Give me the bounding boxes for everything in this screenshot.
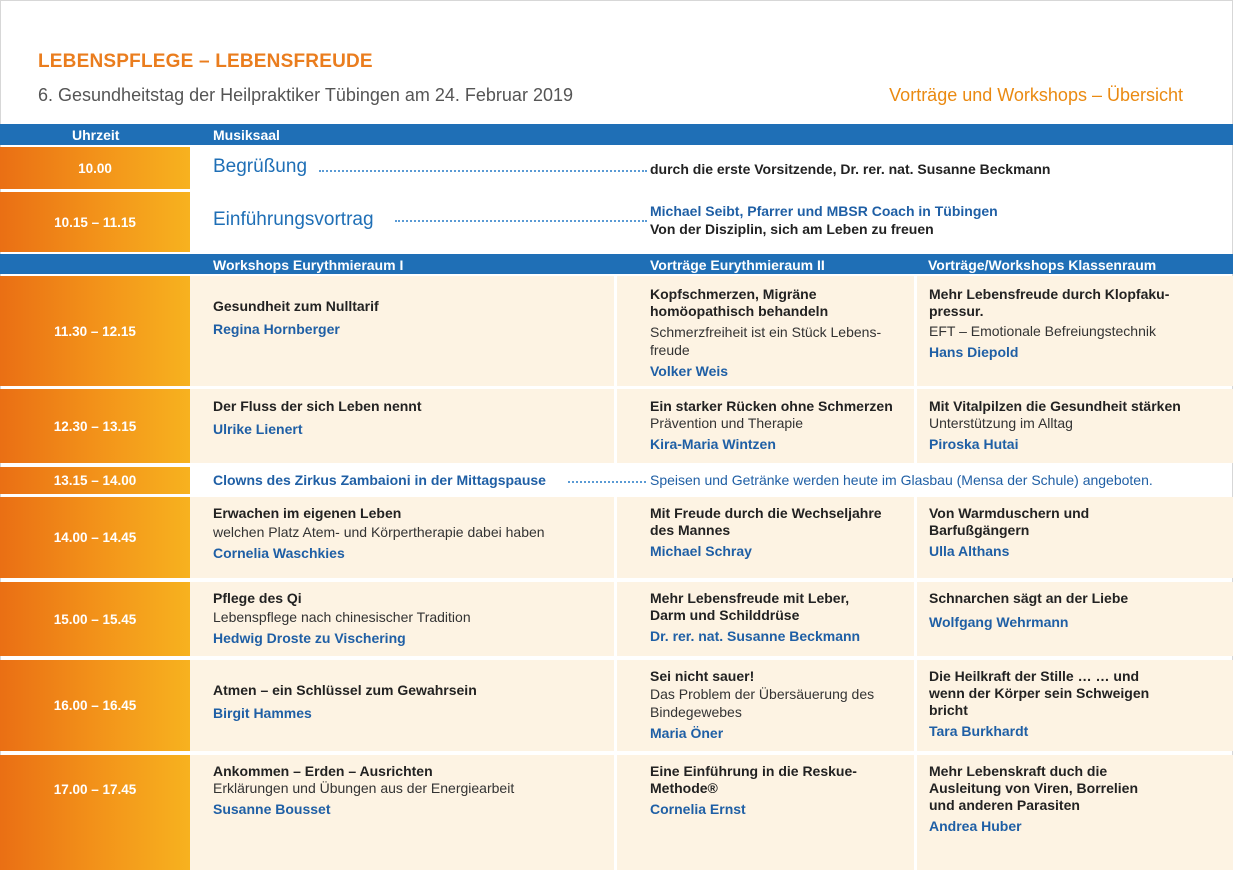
session-cell — [917, 660, 1233, 751]
session-speaker: Wolfgang Wehrmann — [929, 614, 1069, 630]
col-header-room1-label: Workshops Eurythmieraum I — [213, 257, 404, 273]
session-cell — [917, 389, 1233, 463]
overview-label: Vorträge und Workshops – Übersicht — [889, 85, 1183, 105]
page-subtitle: 6. Gesundheitstag der Heilpraktiker Tübingen am 24. Februar 2019 — [38, 85, 573, 105]
session-title: Mehr Lebenskraft duch die Ausleitung von Viren, Borrelien und anderen Parasiten — [929, 763, 1139, 813]
time-cell: 14.00 – 14.45 — [0, 497, 190, 578]
intro-text: Von der Disziplin, sich am Leben zu freuen — [650, 221, 934, 237]
session-title: Mehr Lebensfreude durch Klopfaku-pressur. — [929, 286, 1170, 319]
col-header-room3-label: Vorträge/Workshops Klassenraum — [928, 257, 1157, 273]
col-header-room1 — [190, 254, 614, 274]
session-speaker: Hans Diepold — [929, 344, 1019, 360]
session-title: Erwachen im eigenen Leben — [213, 505, 402, 521]
session-speaker: Ulrike Lienert — [213, 421, 303, 437]
intro-speaker: Michael Seibt, Pfarrer und MBSR Coach in Tübingen — [650, 203, 998, 219]
session-description: Lebenspflege nach chinesischer Tradition — [213, 609, 471, 625]
session-cell — [190, 660, 614, 751]
col-header-time: Uhrzeit — [72, 127, 120, 143]
session-description: Schmerzfreiheit ist ein Stück Lebens-freude — [650, 324, 882, 358]
session-cell — [617, 582, 914, 656]
session-title: Mehr Lebensfreude mit Leber, Darm und Schilddrüse — [650, 590, 850, 623]
intro-title: Begrüßung — [213, 156, 308, 177]
session-description: Erklärungen und Übungen aus der Energiearbeit — [213, 780, 515, 796]
time-cell: 10.00 — [0, 147, 190, 189]
session-title: Ankommen – Erden – Ausrichten — [213, 763, 433, 779]
session-title: Kopfschmerzen, Migräne homöopathisch behandeln — [650, 286, 829, 319]
page-title: LEBENSPFLEGE – LEBENSFREUDE — [38, 51, 373, 72]
session-cell — [917, 582, 1233, 656]
session-title: Sei nicht sauer! — [650, 668, 755, 684]
session-description: Prävention und Therapie — [650, 415, 804, 431]
session-description: Das Problem der Übersäuerung des Bindegewebes — [650, 686, 875, 720]
header-bar-musiksaal — [0, 124, 1233, 145]
session-title: Gesundheit zum Nulltarif — [213, 298, 379, 314]
dotted-leader — [568, 481, 646, 483]
session-cell — [190, 276, 614, 386]
session-title: Eine Einführung in die Reskue-Methode® — [650, 763, 857, 796]
time-cell: 11.30 – 12.15 — [0, 276, 190, 386]
time-cell: 12.30 – 13.15 — [0, 389, 190, 463]
session-speaker: Susanne Bousset — [213, 801, 331, 817]
col-header-musiksaal: Musiksaal — [213, 127, 280, 143]
session-title: Mit Freude durch die Wechseljahre des Mannes — [650, 505, 882, 538]
dotted-leader — [395, 220, 647, 222]
dotted-leader — [319, 170, 647, 172]
time-cell: 17.00 – 17.45 — [0, 755, 190, 870]
session-title: Der Fluss der sich Leben nennt — [213, 398, 422, 414]
session-speaker: Cornelia Ernst — [650, 801, 746, 817]
session-cell — [917, 276, 1233, 386]
session-cell — [190, 582, 614, 656]
session-speaker: Maria Öner — [650, 725, 724, 741]
col-header-room3 — [917, 254, 1233, 274]
session-speaker: Tara Burkhardt — [929, 723, 1029, 739]
session-cell — [617, 276, 914, 386]
session-speaker: Piroska Hutai — [929, 436, 1019, 452]
lunch-info: Speisen und Getränke werden heute im Glasbau (Mensa der Schule) angeboten. — [650, 472, 1153, 488]
col-header-room2 — [617, 254, 914, 274]
session-cell — [617, 497, 914, 578]
lunch-activity: Clowns des Zirkus Zambaioni in der Mittagspause — [213, 472, 546, 488]
session-speaker: Michael Schray — [650, 543, 752, 559]
session-cell — [917, 497, 1233, 578]
session-speaker: Birgit Hammes — [213, 705, 312, 721]
time-cell: 15.00 – 15.45 — [0, 582, 190, 656]
intro-text: durch die erste Vorsitzende, Dr. rer. nat. Susanne Beckmann — [650, 161, 1051, 177]
session-speaker: Regina Hornberger — [213, 321, 340, 337]
session-cell — [190, 755, 614, 870]
time-cell: 16.00 – 16.45 — [0, 660, 190, 751]
session-speaker: Kira-Maria Wintzen — [650, 436, 776, 452]
session-description: welchen Platz Atem- und Körpertherapie dabei haben — [213, 524, 545, 540]
session-cell — [190, 389, 614, 463]
session-speaker: Volker Weis — [650, 363, 729, 379]
time-cell: 10.15 – 11.15 — [0, 192, 190, 252]
session-speaker: Ulla Althans — [929, 543, 1010, 559]
session-title: Atmen – ein Schlüssel zum Gewahrsein — [213, 682, 477, 698]
session-speaker: Andrea Huber — [929, 818, 1022, 834]
session-title: Pflege des Qi — [213, 590, 302, 606]
time-cell: 13.15 – 14.00 — [0, 467, 190, 494]
session-title: Ein starker Rücken ohne Schmerzen — [650, 398, 893, 414]
session-cell — [617, 389, 914, 463]
session-cell — [617, 755, 914, 870]
intro-title: Einführungsvortrag — [213, 209, 374, 230]
session-speaker: Cornelia Waschkies — [213, 545, 345, 561]
session-title: Schnarchen sägt an der Liebe — [929, 590, 1129, 606]
session-cell — [190, 497, 614, 578]
col-header-room2-label: Vorträge Eurythmieraum II — [650, 257, 825, 273]
session-speaker: Hedwig Droste zu Vischering — [213, 630, 406, 646]
session-cell — [617, 660, 914, 751]
session-description: EFT – Emotionale Befreiungstechnik — [929, 323, 1156, 339]
session-title: Von Warmduschern und Barfußgängern — [929, 505, 1090, 538]
session-cell — [917, 755, 1233, 870]
session-title: Mit Vitalpilzen die Gesundheit stärken — [929, 398, 1181, 414]
session-speaker: Dr. rer. nat. Susanne Beckmann — [650, 628, 861, 644]
session-title: Die Heilkraft der Stille … … und wenn der Körper sein Schweigen bricht — [929, 668, 1150, 718]
session-description: Unterstützung im Alltag — [929, 415, 1073, 431]
